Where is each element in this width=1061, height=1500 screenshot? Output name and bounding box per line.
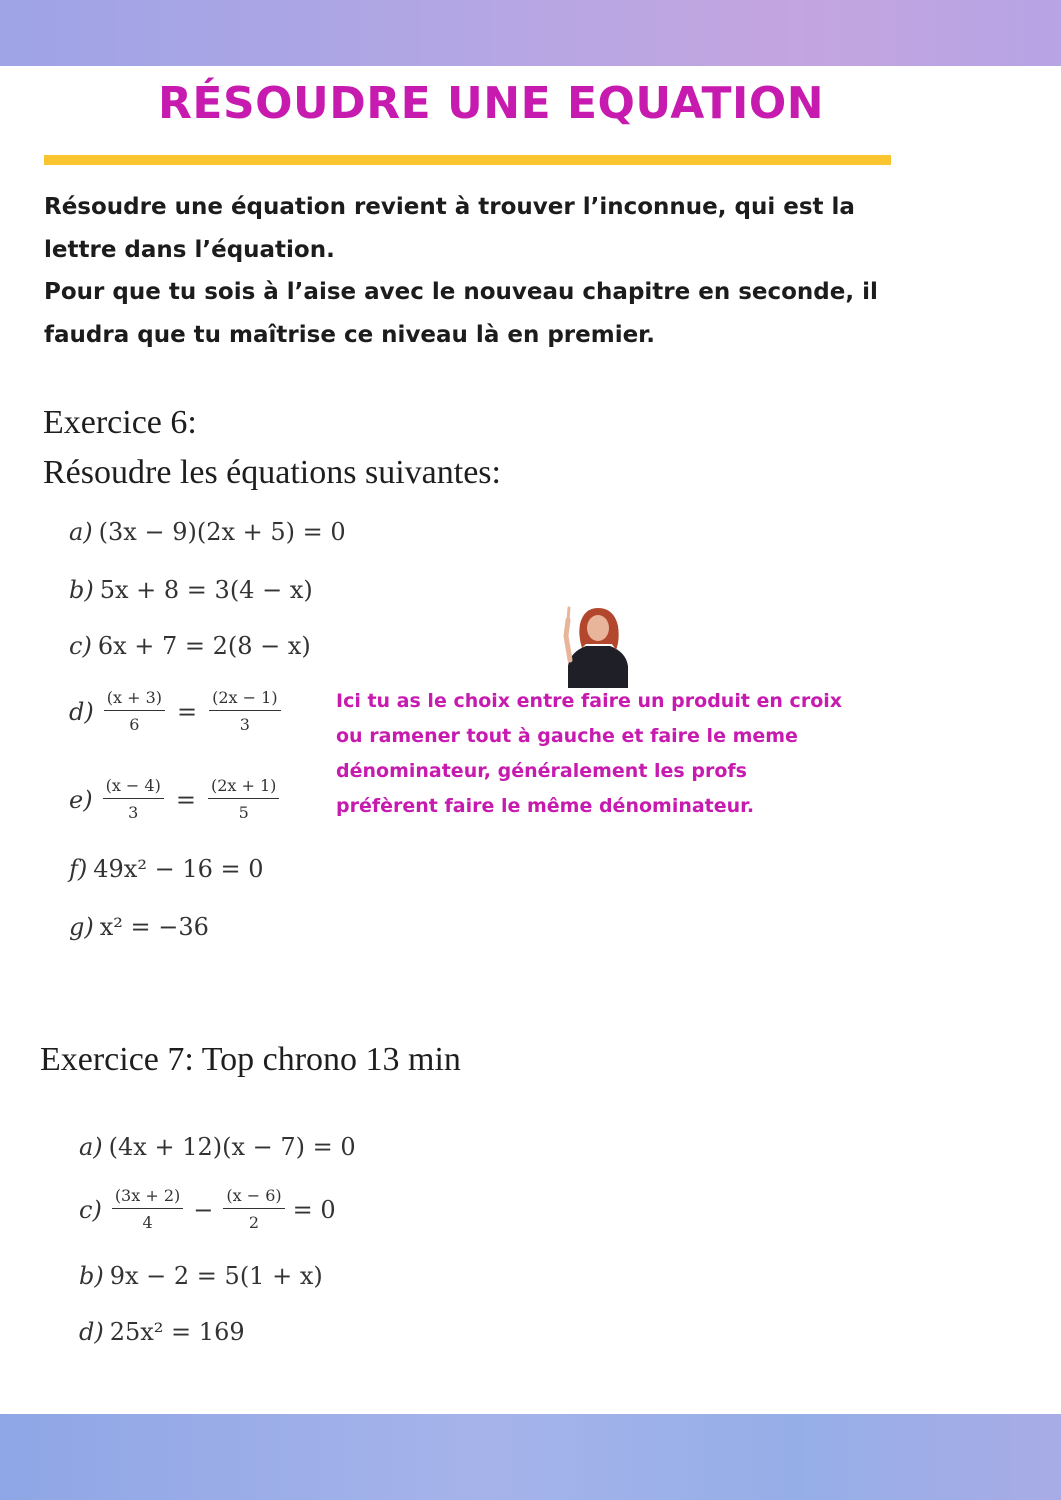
equation-expression: x² = −36 — [99, 913, 209, 941]
exercise-6-heading: Exercice 6: — [43, 404, 197, 441]
equation-label: c) — [69, 632, 92, 660]
top-decor-band — [0, 0, 1061, 66]
numerator: (2x + 1) — [208, 778, 279, 799]
fraction — [209, 690, 280, 733]
fraction — [103, 778, 164, 821]
equation-rhs: = 0 — [292, 1195, 336, 1224]
numerator: (x − 6) — [223, 1188, 284, 1209]
equation-6e — [69, 778, 283, 821]
equation-label: c) — [79, 1195, 102, 1224]
intro-paragraph — [44, 186, 974, 356]
equation-expression: 5x + 8 = 3(4 − x) — [99, 576, 313, 604]
equation-label: d) — [79, 1318, 104, 1346]
page-title: RÉSOUDRE UNE EQUATION — [158, 78, 825, 129]
fraction — [208, 778, 279, 821]
numerator: (3x + 2) — [112, 1188, 183, 1209]
tip-line: Ici tu as le choix entre faire un produit en croix — [336, 690, 843, 712]
equation-6c — [69, 632, 311, 660]
equation-expression: (3x − 9)(2x + 5) = 0 — [98, 518, 346, 546]
equation-6b — [69, 576, 313, 604]
denominator: 4 — [142, 1213, 153, 1232]
tip-line: préfèrent faire le même dénominateur. — [336, 795, 755, 817]
numerator: (2x − 1) — [209, 690, 280, 711]
equation-label: f) — [69, 855, 88, 883]
fraction — [104, 690, 165, 733]
exercise-6-instruction: Résoudre les équations suivantes: — [43, 454, 501, 491]
numerator: (x − 4) — [103, 778, 164, 799]
intro-line: faudra que tu maîtrise ce niveau là en premier. — [44, 321, 655, 348]
denominator: 5 — [238, 803, 249, 822]
fraction — [223, 1188, 284, 1231]
operator: − — [193, 1195, 214, 1224]
equation-7c — [79, 1188, 336, 1231]
equation-label: g) — [69, 913, 94, 941]
numerator: (x + 3) — [104, 690, 165, 711]
bottom-decor-band — [0, 1414, 1061, 1500]
operator: = — [175, 785, 196, 814]
intro-line: Pour que tu sois à l’aise avec le nouveau chapitre en seconde, il — [44, 279, 878, 305]
equation-expression: 49x² − 16 = 0 — [93, 855, 264, 883]
equation-7d — [79, 1318, 245, 1346]
tip-line: dénominateur, généralement les profs — [336, 760, 747, 782]
equation-7b — [79, 1262, 323, 1290]
intro-line: Résoudre une équation revient à trouver l’inconnue, qui est la — [44, 194, 855, 220]
denominator: 3 — [239, 715, 250, 734]
equation-6d — [69, 690, 285, 733]
equation-expression: 6x + 7 = 2(8 − x) — [97, 632, 311, 660]
denominator: 6 — [129, 715, 140, 734]
equation-label: b) — [79, 1262, 104, 1290]
equation-expression: 9x − 2 = 5(1 + x) — [109, 1262, 323, 1290]
equation-label: b) — [69, 576, 94, 604]
equation-label: a) — [79, 1133, 103, 1161]
fraction — [112, 1188, 183, 1231]
equation-6a — [69, 518, 346, 546]
equation-label: d) — [69, 697, 94, 726]
equation-expression: 25x² = 169 — [109, 1318, 245, 1346]
teacher-pointing-icon — [556, 596, 640, 688]
equation-6f — [69, 855, 264, 883]
intro-line: lettre dans l’équation. — [44, 236, 335, 263]
equation-6g — [69, 913, 209, 941]
tip-note — [336, 684, 896, 824]
title-underline — [44, 155, 891, 165]
tip-line: ou ramener tout à gauche et faire le meme — [336, 725, 798, 747]
equation-label: a) — [69, 518, 93, 546]
equation-7a — [79, 1133, 356, 1161]
denominator: 3 — [128, 803, 139, 822]
equation-expression: (4x + 12)(x − 7) = 0 — [108, 1133, 356, 1161]
denominator: 2 — [248, 1213, 260, 1232]
exercise-7-heading: Exercice 7: Top chrono 13 min — [40, 1041, 461, 1078]
equation-label: e) — [69, 785, 93, 814]
operator: = — [177, 697, 198, 726]
